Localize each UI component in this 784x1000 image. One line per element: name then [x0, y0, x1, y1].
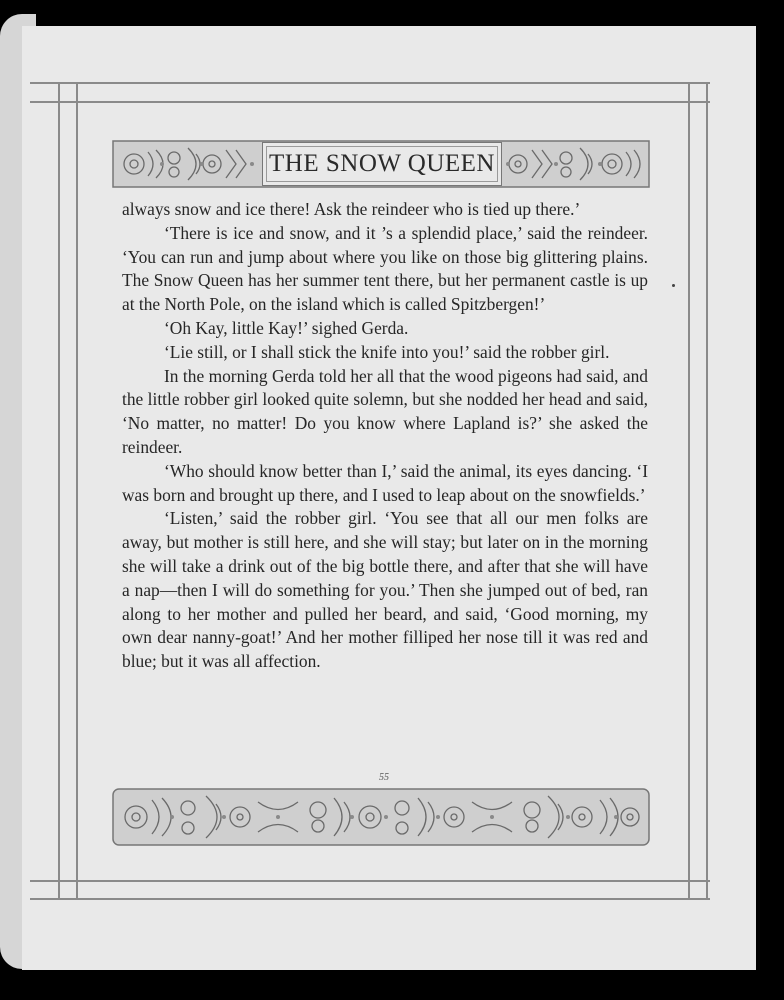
title-cartouche: [262, 142, 502, 186]
header-ornament: [112, 140, 650, 188]
floral-border-icon: [112, 788, 650, 846]
story-text: [122, 198, 648, 674]
paragraph: ‘Lie still, or I shall stick the knife into you!’ said the robber girl.: [164, 341, 610, 362]
paragraph: always snow and ice there! Ask the reindeer who is tied up there.’: [122, 199, 581, 219]
paragraph: ‘Who should know better than I,’ said the animal, its eyes dancing. ‘I was born and brought up there, and I used to leap about on the snowfields.’: [122, 460, 648, 505]
paragraph: In the morning Gerda told her all that the wood pigeons had said, and the little robber girl looked quite solemn, but she nodded her head and said, ‘No matter, no matter! Do you know where Lapland is?’ she asked the reindeer.: [122, 365, 648, 457]
paragraph: ‘Oh Kay, little Kay!’ sighed Gerda.: [164, 317, 409, 338]
page-number: 55: [379, 772, 389, 783]
margin-speck: [672, 284, 675, 287]
paragraph: ‘Listen,’ said the robber girl. ‘You see that all our men folks are away, but mother is still here, and she will stay; but later on in the morning she will take a drink out of the big bottle there, and after that she will have a nap—then I will do something for you.’ Then she jumped out of bed, ran along to her mother and pulled her beard, and said, ‘Good morning, my own dear nanny-goat!’ And her mother filliped her nose till it was red and blue; but it was all affection.: [122, 508, 648, 672]
page-title: THE SNOW QUEEN: [269, 150, 495, 177]
paragraph: ‘There is ice and snow, and it ’s a splendid place,’ said the reindeer. ‘You can run and jump about where you like on those big glittering plains. The Snow Queen has her summer tent there, but her permanent castle is up at the North Pole, on the island which is called Spitzbergen!’: [122, 222, 648, 315]
